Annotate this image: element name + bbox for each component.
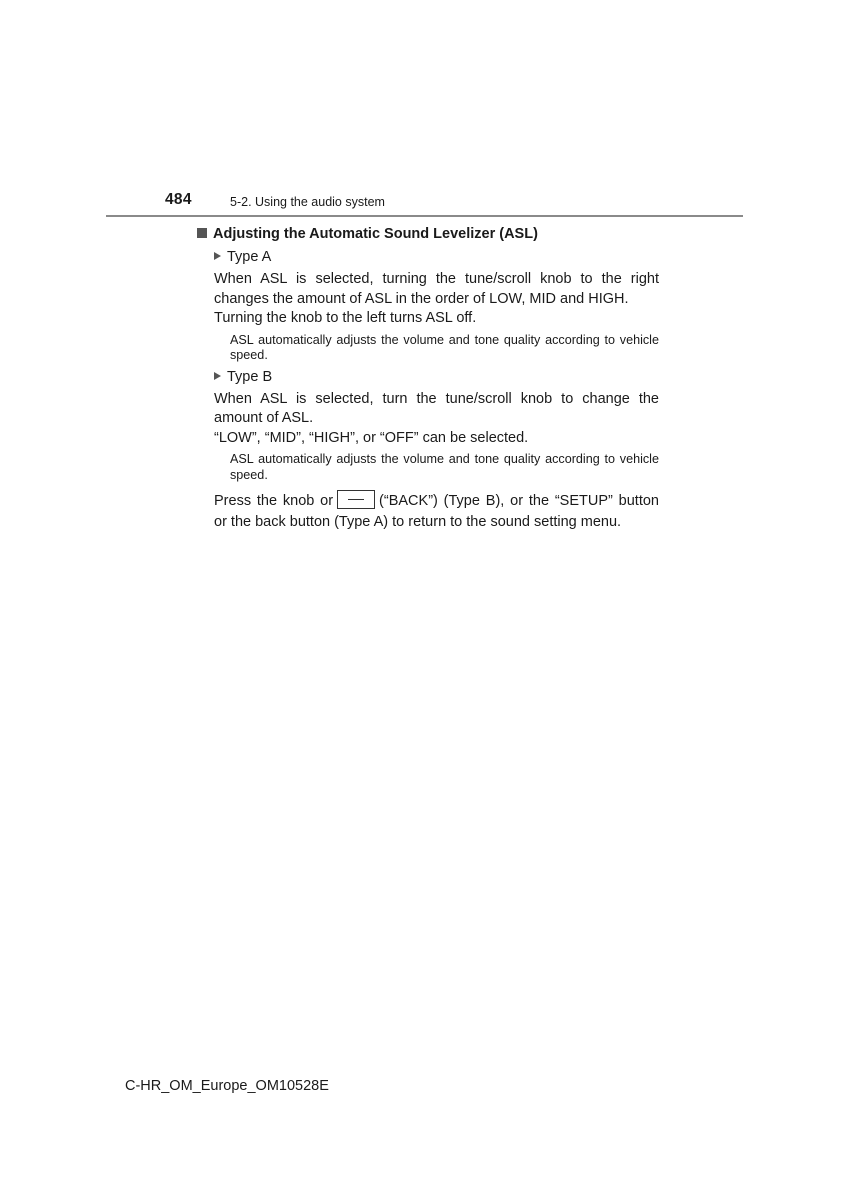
triangle-bullet-icon — [214, 252, 221, 260]
type-a-para-line1: When ASL is selected, turning the tune/scroll knob to the right changes the amount of ASL in the order of LOW, MID and HIGH. — [214, 271, 659, 307]
type-b-para-line2: “LOW”, “MID”, “HIGH”, or “OFF” can be selected. — [214, 429, 529, 446]
type-b-note: ASL automatically adjusts the volume and tone quality according to vehicle speed. — [230, 452, 659, 482]
type-a-note: ASL automatically adjusts the volume and tone quality according to vehicle speed. — [230, 332, 659, 362]
type-b-paragraph — [214, 390, 659, 449]
main-content — [197, 224, 659, 533]
type-b-para-line1: When ASL is selected, turn the tune/scroll knob to change the amount of ASL. — [214, 390, 659, 426]
type-a-text: Type A — [227, 249, 272, 265]
section-heading — [197, 224, 659, 244]
type-a-paragraph — [214, 270, 659, 329]
triangle-bullet-icon — [214, 372, 221, 380]
type-a-label — [214, 247, 659, 267]
header-divider — [106, 215, 743, 217]
type-a-para-line2: Turning the knob to the left turns ASL off. — [214, 310, 477, 326]
footer-doc-code: C-HR_OM_Europe_OM10528E — [125, 1078, 329, 1094]
final-paragraph — [214, 490, 659, 533]
final-text-before: Press the knob or — [214, 493, 334, 509]
section-title: 5-2. Using the audio system — [230, 195, 385, 209]
type-b-text: Type B — [227, 368, 273, 385]
back-button-icon — [337, 490, 375, 509]
heading-text: Adjusting the Automatic Sound Levelizer (ASL) — [213, 226, 538, 242]
type-b-label — [214, 367, 659, 387]
square-bullet-icon — [197, 228, 207, 238]
page-number: 484 — [165, 191, 192, 208]
final-text-after: (“BACK”) (Type B), or the “SETUP” button or the back button (Type A) to return to the sound setting menu. — [214, 493, 659, 530]
